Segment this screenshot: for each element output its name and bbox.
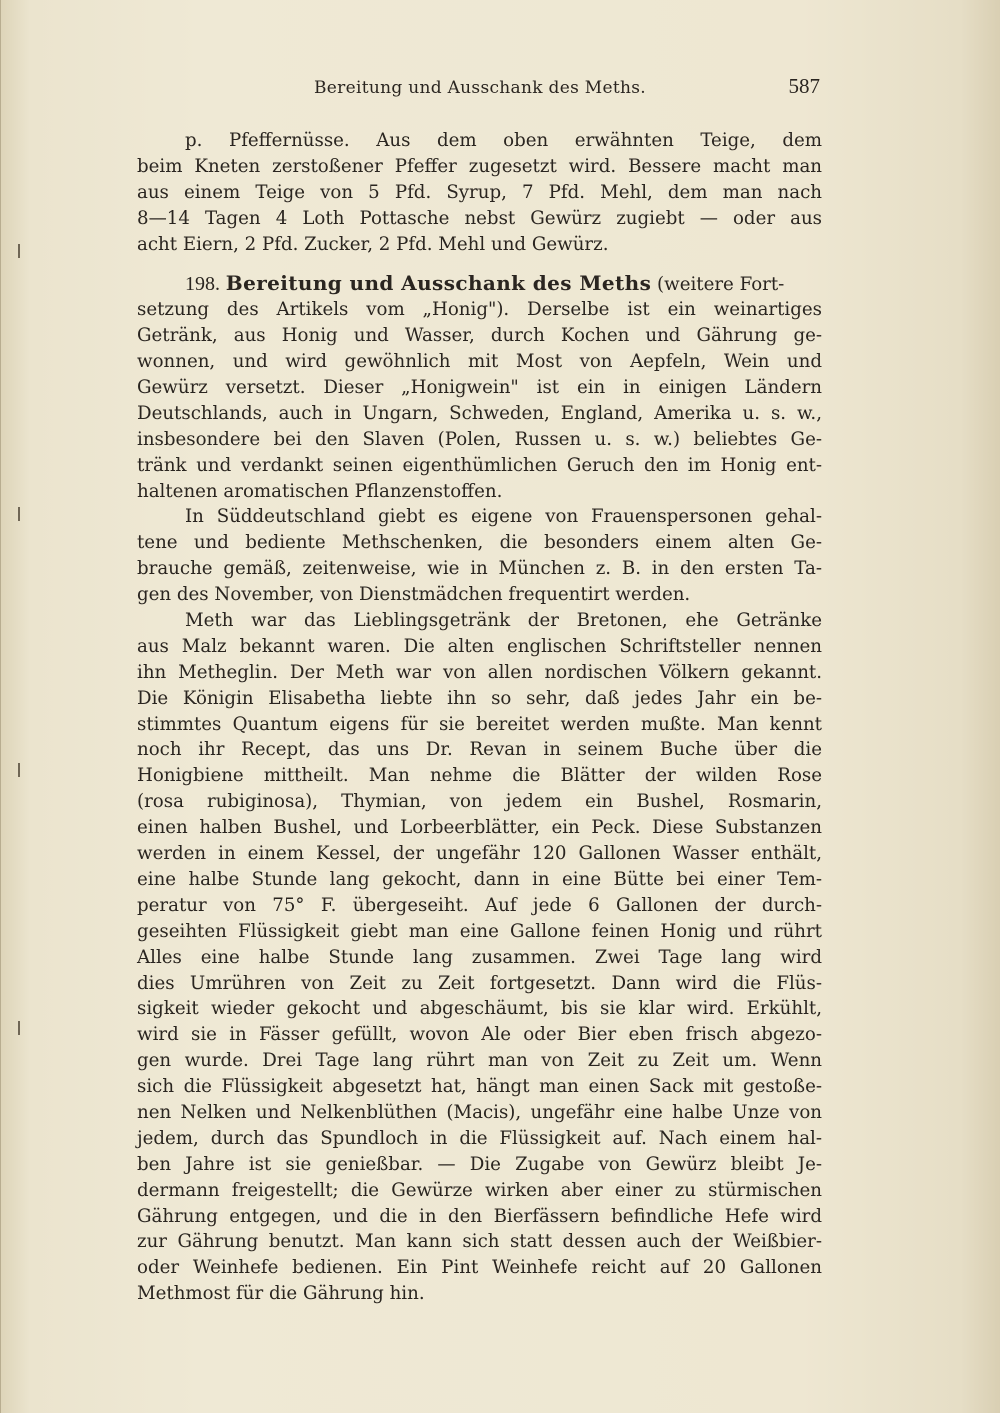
text-line: Meth war das Lieblingsgetränk der Bretonen, ehe Getränke [185, 610, 822, 632]
text-line: wird sie in Fässer gefüllt, wovon Ale oder Bier eben frisch abgezo- [137, 1024, 822, 1046]
section-heading-line [137, 271, 822, 297]
text-line: oder Weinhefe bedienen. Ein Pint Weinhefe reicht auf 20 Gallonen [137, 1257, 822, 1279]
text-line: sich die Flüssigkeit abgesetzt hat, hängt man einen Sack mit gestoße- [137, 1076, 822, 1098]
text-line: stimmtes Quantum eigens für sie bereitet werden mußte. Man kennt [137, 713, 822, 735]
text-line: insbesondere bei den Slaven (Polen, Russen u. s. w.) beliebtes Ge- [137, 428, 822, 450]
text-line: In Süddeutschland giebt es eigene von Frauenspersonen gehal- [185, 506, 822, 528]
text-line: setzung des Artikels vom „Honig"). Derselbe ist ein weinartiges [137, 299, 822, 321]
body-text [137, 128, 822, 1307]
text-line: gen des November, von Dienstmädchen frequentirt werden. [137, 584, 691, 606]
page-header [135, 74, 820, 106]
paragraph-sueddeutschland [137, 504, 822, 608]
text-line: aus einem Teige von 5 Pfd. Syrup, 7 Pfd. Mehl, dem man nach [137, 181, 822, 203]
text-line: Alles eine halbe Stunde lang zusammen. Zwei Tage lang wird [137, 946, 822, 968]
paragraph-meth-recipe [137, 608, 822, 1307]
margin-mark [18, 507, 20, 521]
text-line: brauche gemäß, zeitenweise, wie in München z. B. in den ersten Ta- [137, 558, 822, 580]
text-line: 8—14 Tagen 4 Loth Pottasche nebst Gewürz zugiebt — oder aus [137, 207, 822, 229]
margin-mark [18, 1021, 20, 1035]
text-line: werden in einem Kessel, der ungefähr 120 Gallonen Wasser enthält, [137, 843, 822, 865]
section-198 [137, 271, 822, 504]
text-line: tene und bediente Methschenken, die besonders einem alten Ge- [137, 532, 822, 554]
text-line: gen wurde. Drei Tage lang rührt man von Zeit zu Zeit um. Wenn [137, 1050, 822, 1072]
text-line: Methmost für die Gährung hin. [137, 1283, 425, 1305]
margin-mark [18, 244, 20, 258]
text-line: Deutschlands, auch in Ungarn, Schweden, England, Amerika u. s. w., [137, 402, 822, 424]
paragraph-pfeffernuesse [137, 128, 822, 257]
text-line: geseihten Flüssigkeit giebt man eine Gallone feinen Honig und rührt [137, 920, 822, 942]
section-heading: Bereitung und Ausschank des Meths [225, 271, 652, 296]
text-line: ben Jahre ist sie genießbar. — Die Zugabe von Gewürz bleibt Je- [137, 1153, 822, 1175]
text-line: acht Eiern, 2 Pfd. Zucker, 2 Pfd. Mehl und Gewürz. [137, 233, 609, 255]
text-line: beim Kneten zerstoßener Pfeffer zugesetzt wird. Bessere macht man [137, 155, 822, 177]
text-line: tränk und verdankt seinen eigenthümlichen Geruch den im Honig ent- [137, 454, 822, 476]
text-line: nen Nelken und Nelkenblüthen (Macis), ungefähr eine halbe Unze von [137, 1101, 822, 1123]
text-line: Die Königin Elisabetha liebte ihn so sehr, daß jedes Jahr ein be- [137, 687, 822, 709]
section-heading-rest: (weitere Fort- [657, 274, 785, 296]
text-line: Gährung entgegen, und die in den Bierfässern befindliche Hefe wird [137, 1205, 822, 1227]
page-edge [0, 0, 1, 1413]
text-line: zur Gährung benutzt. Man kann sich statt dessen auch der Weißbier- [137, 1231, 822, 1253]
text-line: Gewürz versetzt. Dieser „Honigwein" ist ein in einigen Ländern [137, 377, 822, 399]
text-line: Getränk, aus Honig und Wasser, durch Kochen und Gährung ge- [137, 325, 822, 347]
text-line: p. Pfeffernüsse. Aus dem oben erwähnten Teige, dem [185, 130, 822, 151]
text-line: jedem, durch das Spundloch in die Flüssigkeit auf. Nach einem hal- [137, 1127, 822, 1149]
margin-mark [18, 763, 20, 777]
text-line: peratur von 75° F. übergeseiht. Auf jede 6 Gallonen der durch- [137, 894, 822, 916]
text-line: dies Umrühren von Zeit zu Zeit fortgesetzt. Dann wird die Flüs- [137, 972, 822, 994]
text-line: noch ihr Recept, das uns Dr. Revan in seinem Buche über die [137, 739, 822, 761]
text-line: aus Malz bekannt waren. Die alten englischen Schriftsteller nennen [137, 635, 822, 657]
section-number: 198. [185, 273, 220, 296]
text-line: ihn Metheglin. Der Meth war von allen nordischen Völkern gekannt. [137, 661, 822, 683]
text-line: haltenen aromatischen Pflanzenstoffen. [137, 480, 503, 502]
page-number: 587 [788, 74, 820, 98]
text-line: dermann freigestellt; die Gewürze wirken aber einer zu stürmischen [137, 1179, 822, 1201]
text-line: einen halben Bushel, und Lorbeerblätter, ein Peck. Diese Substanzen [137, 817, 822, 839]
running-head: Bereitung und Ausschank des Meths. [314, 78, 646, 98]
text-line: Honigbiene mittheilt. Man nehme die Blätter der wilden Rose [137, 765, 822, 787]
text-line: sigkeit wieder gekocht und abgeschäumt, bis sie klar wird. Erkühlt, [137, 998, 822, 1020]
text-line: eine halbe Stunde lang gekocht, dann in eine Bütte bei einer Tem- [137, 868, 822, 890]
text-line: wonnen, und wird gewöhnlich mit Most von Aepfeln, Wein und [137, 351, 822, 373]
text-line: (rosa rubiginosa), Thymian, von jedem ein Bushel, Rosmarin, [137, 791, 822, 813]
